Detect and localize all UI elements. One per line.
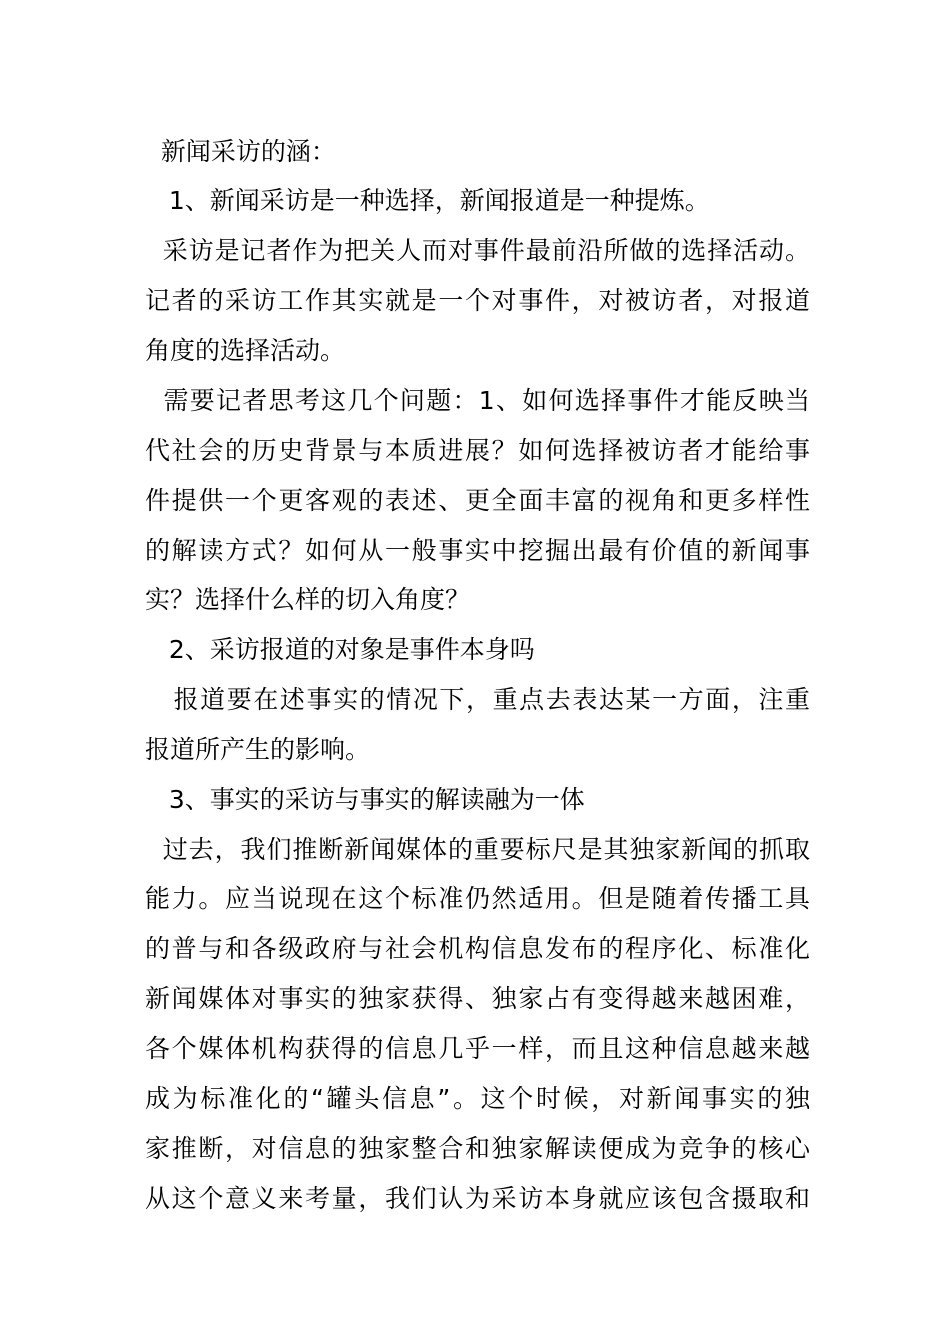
text-line: 过去，我们推断新闻媒体的重要标尺是其独家新闻的抓取 xyxy=(145,835,810,864)
text-line: 需要记者思考这几个问题：1、如何选择事件才能反映当 xyxy=(145,386,810,415)
text-line: 成为标准化的“罐头信息”。这个时候，对新闻事实的独 xyxy=(145,1084,810,1113)
text-line: 实？选择什么样的切入角度？ xyxy=(145,585,471,614)
text-line: 2、采访报道的对象是事件本身吗 xyxy=(145,635,535,664)
text-line: 报道要在述事实的情况下，重点去表达某一方面，注重 xyxy=(145,685,810,714)
text-line: 1、新闻采访是一种选择，新闻报道是一种提炼。 xyxy=(145,186,710,215)
text-line: 能力。应当说现在这个标准仍然适用。但是随着传播工具 xyxy=(145,884,810,913)
text-line: 各个媒体机构获得的信息几乎一样，而且这种信息越来越 xyxy=(145,1034,810,1063)
text-line: 代社会的历史背景与本质进展？如何选择被访者才能给事 xyxy=(145,436,810,465)
text-line: 家推断，对信息的独家整合和独家解读便成为竞争的核心 xyxy=(145,1134,810,1163)
text-line: 的普与和各级政府与社会机构信息发布的程序化、标准化 xyxy=(145,934,810,963)
text-line: 从这个意义来考量，我们认为采访本身就应该包含摄取和 xyxy=(145,1184,810,1213)
text-line: 新闻媒体对事实的独家获得、独家占有变得越来越困难， xyxy=(145,984,810,1013)
text-line: 记者的采访工作其实就是一个对事件，对被访者，对报道 xyxy=(145,286,810,315)
text-line: 报道所产生的影响。 xyxy=(145,735,371,764)
text-line: 的解读方式？如何从一般事实中挖掘出最有价值的新闻事 xyxy=(145,536,810,565)
text-line: 采访是记者作为把关人而对事件最前沿所做的选择活动。 xyxy=(145,236,810,265)
text-line: 角度的选择活动。 xyxy=(145,336,346,365)
text-line: 3、事实的采访与事实的解读融为一体 xyxy=(145,785,585,814)
text-line: 件提供一个更客观的表述、更全面丰富的视角和更多样性 xyxy=(145,486,810,515)
text-line: 新闻采访的涵： xyxy=(145,137,336,166)
